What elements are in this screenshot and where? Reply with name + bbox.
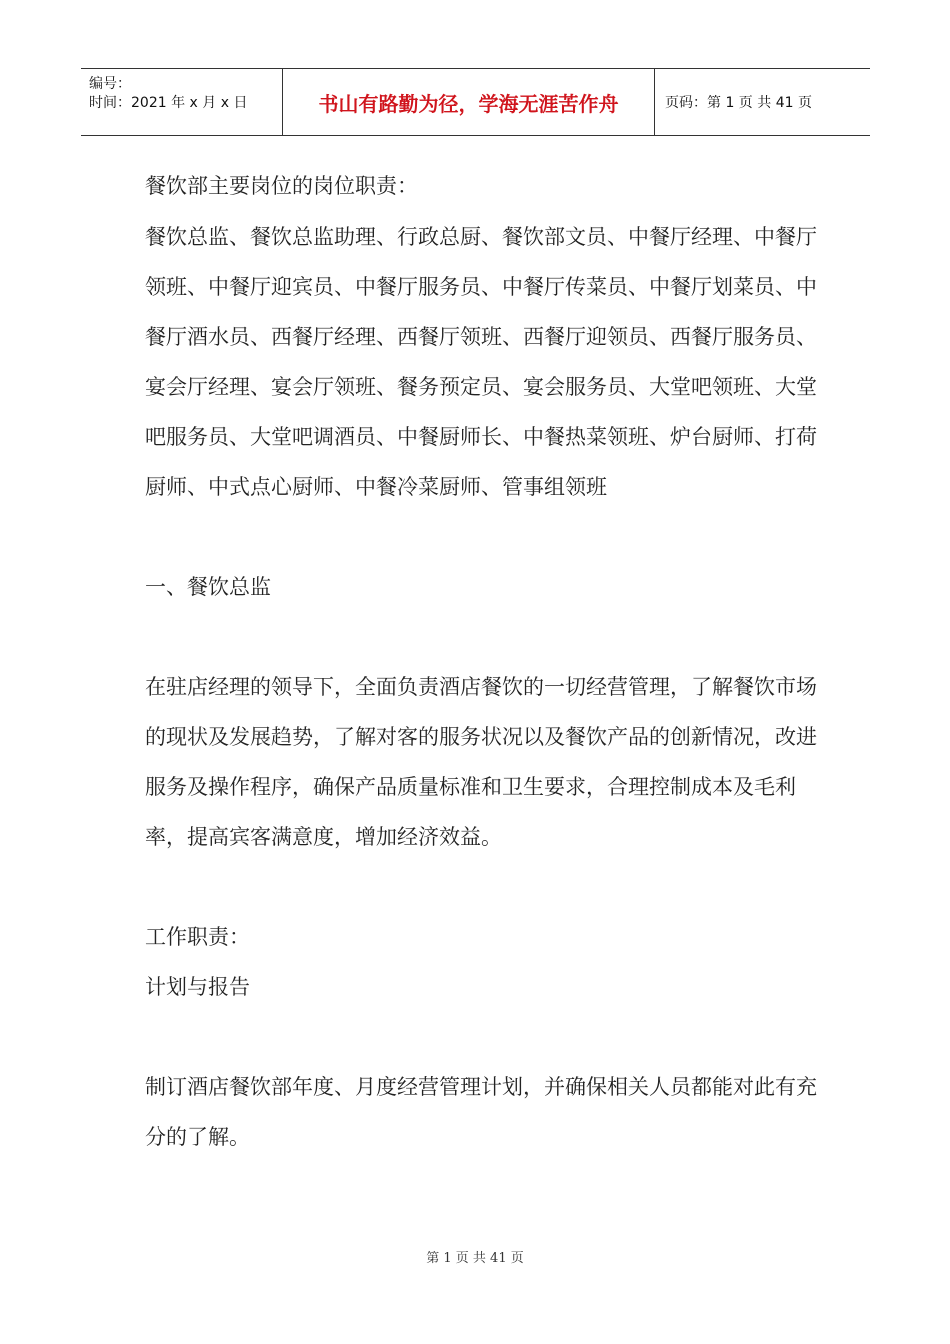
header-motto: 书山有路勤为径，学海无涯苦作舟 xyxy=(283,69,655,135)
document-body xyxy=(145,168,825,1162)
page-footer: 第 1 页 共 41 页 xyxy=(426,1251,524,1266)
section-title: 一、餐饮总监 xyxy=(145,575,271,599)
header-meta xyxy=(81,69,283,135)
header-page-number: 页码：第 1 页 共 41 页 xyxy=(665,95,812,111)
subsection-description: 制订酒店餐饮部年度、月度经营管理计划，并确保相关人员都能对此有充分的了解。 xyxy=(145,1075,817,1149)
time-label: 时间：2021 年 x 月 x 日 xyxy=(89,95,248,111)
intro-line: 餐饮部主要岗位的岗位职责： xyxy=(145,174,418,198)
document-header xyxy=(81,68,870,136)
number-label: 编号： xyxy=(89,76,131,92)
duties-label: 工作职责： xyxy=(145,925,250,949)
subsection-title: 计划与报告 xyxy=(145,975,250,999)
positions-list: 餐饮总监、餐饮总监助理、行政总厨、餐饮部文员、中餐厅经理、中餐厅领班、中餐厅迎宾员、中餐厅服务员、中餐厅传菜员、中餐厅划菜员、中餐厅酒水员、西餐厅经理、西餐厅领班、西餐厅迎领员、西餐厅服务员、宴会厅经理、宴会厅领班、餐务预定员、宴会服务员、大堂吧领班、大堂吧服务员、大堂吧调酒员、中餐厨师长、中餐热菜领班、炉台厨师、打荷厨师、中式点心厨师、中餐冷菜厨师、管事组领班 xyxy=(145,225,817,499)
section-description: 在驻店经理的领导下，全面负责酒店餐饮的一切经营管理，了解餐饮市场的现状及发展趋势，了解对客的服务状况以及餐饮产品的创新情况，改进服务及操作程序，确保产品质量标准和卫生要求，合理控制成本及毛利率，提高宾客满意度，增加经济效益。 xyxy=(145,675,817,849)
